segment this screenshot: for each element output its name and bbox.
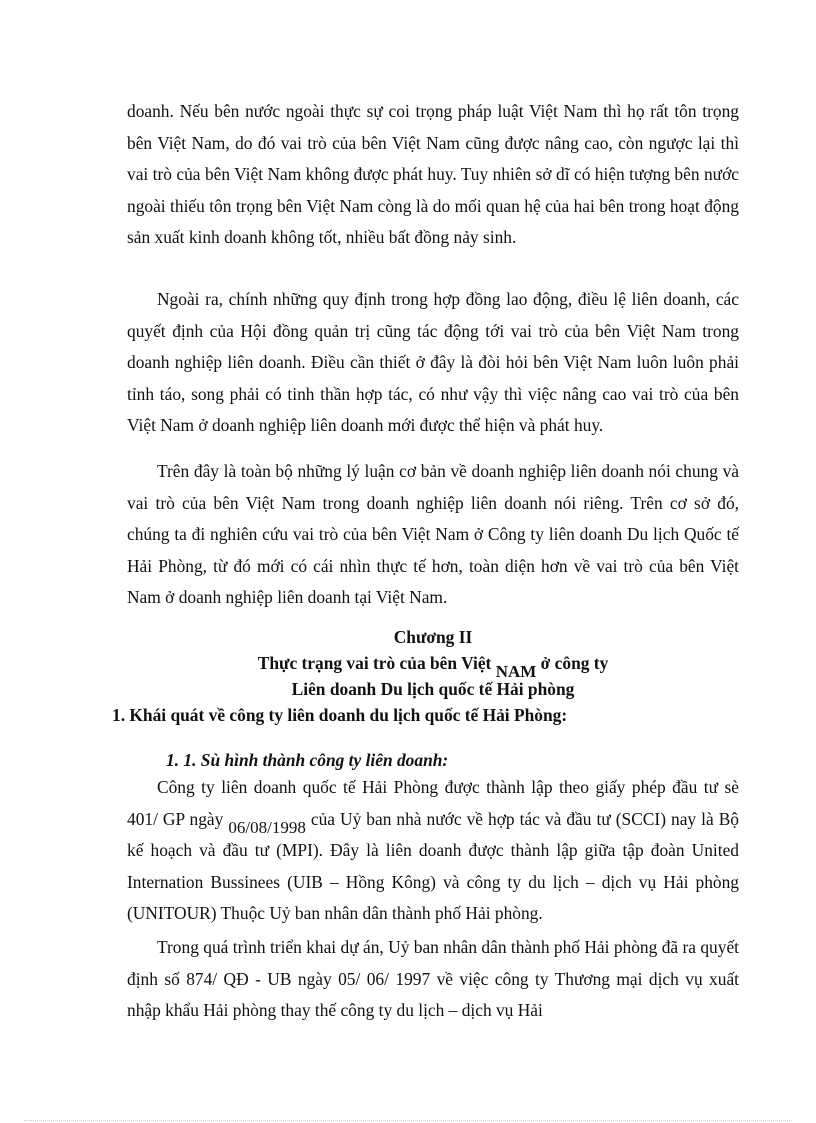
chapter-title-part-a: Thực trạng vai trò của bên Việt [257,653,492,673]
page-bottom-rule [24,1120,792,1121]
paragraph-5: Trong quá trình triển khai dự án, Uỷ ban nhân dân thành phố Hải phòng đã ra quyết định số 874/ QĐ - UB ngày 05/ 06/ 1997 về việc công ty Thương mại dịch vụ xuất nhập khẩu Hải phòng thay thế công ty du lịch – dịch vụ Hải [127,937,739,1021]
chapter-title-line2: Liên doanh Du lịch quốc tế Hải phòng [291,679,575,699]
paragraph-2: Ngoài ra, chính những quy định trong hợp đồng lao động, điều lệ liên doanh, các quyết định của Hội đồng quản trị cũng tác động tới vai trò của bên Việt Nam trong doanh nghiệp liên doanh. Điều cần thiết ở đây là đòi hỏi bên Việt Nam luôn luôn phải tỉnh táo, song phải có tinh thần hợp tác, có như vậy thì việc nâng cao vai trò của bên Việt Nam ở doanh nghiệp liên doanh mới được thể hiện và phát huy. [127,289,739,436]
paragraph-4 [127,772,739,930]
chapter-title-part-b: NAM [495,662,537,681]
chapter-label: Chương II [393,627,473,647]
chapter-title-line1 [127,653,739,681]
subsection-title: 1. 1. Sù hình thành công ty liên doanh: [166,750,449,770]
paragraph-4-part-2: của Uỷ ban nhà nước về hợp tác và đầu tư (SCCI) nay là Bộ kế hoạch và đầu tư (MPI). Đây là liên doanh được thành lập giữa tập đoàn United Internation Bussinees (UIB – Hồng Kông) và công ty du lịch – dịch vụ Hải phòng (UNITOUR) Thuộc Uỷ ban nhân dân thành phố Hải phòng. [127,808,739,924]
chapter-title-part-c: ở công ty [540,653,609,673]
paragraph-4-part-1: Công ty liên doanh quốc tế Hải Phòng được thành lập theo giấy phép đầu tư sè 401/ GP ngày [127,777,739,829]
paragraph-4-date: 06/08/1998 [228,817,306,837]
paragraph-1: doanh. Nếu bên nước ngoài thực sự coi trọng pháp luật Việt Nam thì họ rất tôn trọng bên Việt Nam, do đó vai trò của bên Việt Nam cũng được nâng cao, còn ngược lại thì vai trò của bên Việt Nam không được phát huy. Tuy nhiên sở dĩ có hiện tượng bên nước ngoài thiếu tôn trọng bên Việt Nam còng là do mối quan hệ của hai bên trong hoạt động sản xuất kinh doanh không tốt, nhiều bất đồng nảy sinh. [127,101,739,248]
section-1-title: 1. Khái quát về công ty liên doanh du lịch quốc tế Hải Phòng: [112,705,568,725]
paragraph-3: Trên đây là toàn bộ những lý luận cơ bản về doanh nghiệp liên doanh nói chung và vai trò của bên Việt Nam trong doanh nghiệp liên doanh nói riêng. Trên cơ sở đó, chúng ta đi nghiên cứu vai trò của bên Việt Nam ở Công ty liên doanh Du lịch Quốc tế Hải Phòng, từ đó mới có cái nhìn thực tế hơn, toàn diện hơn về vai trò của bên Việt Nam ở doanh nghiệp liên doanh tại Việt Nam. [127,461,739,608]
